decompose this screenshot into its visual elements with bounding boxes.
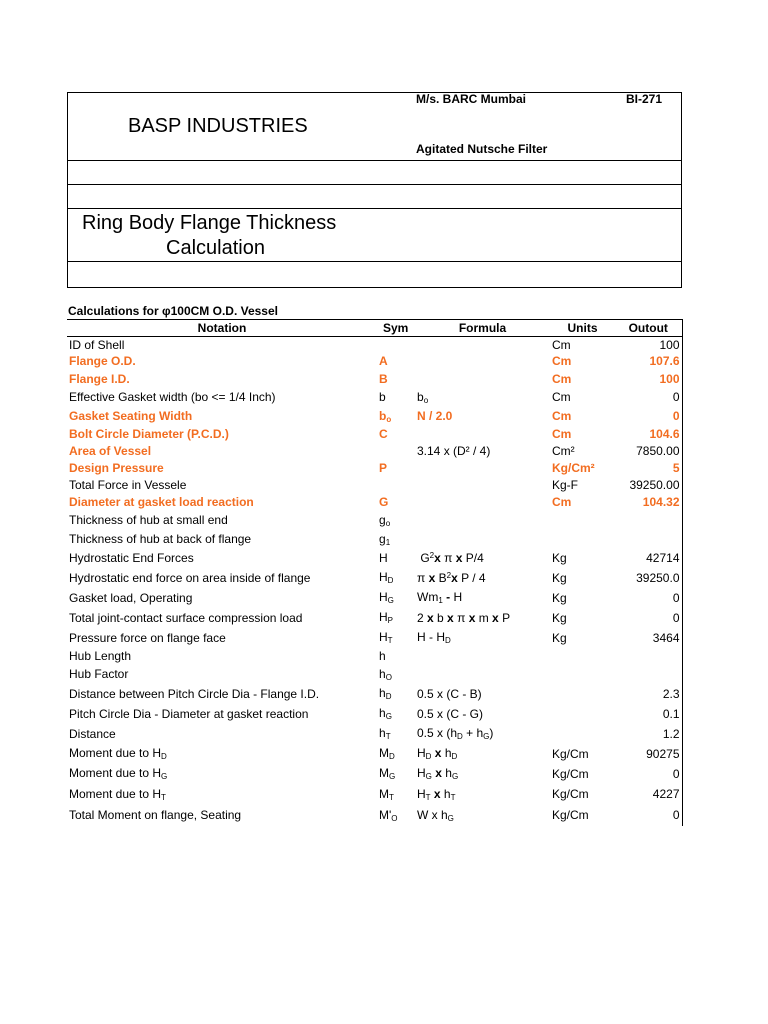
table-row <box>67 665 682 684</box>
table-row <box>67 530 682 549</box>
table-row <box>67 805 682 826</box>
table-row <box>67 460 682 477</box>
table-header-row <box>67 320 682 337</box>
sym-cell: $H_P$ <box>379 610 394 625</box>
table-row <box>67 684 682 704</box>
units-cell: Kg <box>552 610 567 625</box>
sym-cell: $g_1$ <box>379 531 391 547</box>
output-cell: 4227 <box>615 784 682 805</box>
units-cell: Kg-F <box>552 477 579 492</box>
header-divider <box>67 261 682 262</box>
sym-cell: $h_O$ <box>379 666 392 682</box>
units-cell: Kg/Cm <box>552 787 589 801</box>
table-row <box>67 608 682 628</box>
sym-cell: P <box>379 461 388 475</box>
notation-cell: Thickness of hub at back of flange <box>69 532 252 546</box>
sym-cell: C <box>379 427 388 441</box>
document-number: BI-271 <box>626 92 663 106</box>
table-row <box>67 353 682 370</box>
units-cell: Kg/Cm² <box>552 461 595 475</box>
units-cell <box>550 665 615 684</box>
col-header-notation: Notation <box>67 320 377 337</box>
header-divider <box>67 208 682 209</box>
notation-cell: Flange O.D. <box>69 354 136 368</box>
sym-cell: h <box>379 649 386 663</box>
notation-cell: Gasket Seating Width <box>69 409 193 423</box>
table-row <box>67 744 682 764</box>
output-cell: 42714 <box>615 549 682 568</box>
sym-cell <box>377 443 415 460</box>
formula-cell: π x $B^2x$ P / 4 <box>417 570 486 585</box>
output-cell: 2.3 <box>615 684 682 704</box>
output-cell: 39250.0 <box>615 568 682 588</box>
formula-cell: $Wm_1$ - H <box>417 590 463 605</box>
table-row <box>67 784 682 805</box>
sym-cell <box>377 337 415 353</box>
formula-cell: 2 x b x π x m x P <box>417 610 511 625</box>
output-cell: 0 <box>615 407 682 426</box>
table-row <box>67 388 682 407</box>
table-row <box>67 511 682 530</box>
table-row <box>67 568 682 588</box>
formula-cell: N / 2.0 <box>417 409 453 423</box>
formula-cell: 0.5 x $(h_D + h_G)$ <box>417 726 494 741</box>
output-cell: 1.2 <box>615 724 682 744</box>
notation-cell: Pitch Circle Dia - Diameter at gasket reaction <box>69 706 309 721</box>
table-row <box>67 764 682 784</box>
notation-cell: Design Pressure <box>69 461 164 475</box>
units-cell: Cm <box>552 409 572 423</box>
table-row <box>67 477 682 493</box>
notation-cell: Moment due to $H_G$ <box>69 766 168 781</box>
units-cell: Cm² <box>552 444 575 458</box>
output-cell: 39250.00 <box>615 477 682 493</box>
units-cell <box>550 530 615 549</box>
formula-cell: $H_G$ x $h_G$ <box>417 766 459 781</box>
notation-cell: Diameter at gasket load reaction <box>69 494 254 509</box>
units-cell: Cm <box>552 390 571 404</box>
output-cell <box>615 665 682 684</box>
sym-cell: $g_o$ <box>379 512 391 528</box>
col-header-sym: Sym <box>377 320 415 337</box>
output-cell <box>615 511 682 530</box>
output-cell: 107.6 <box>615 353 682 370</box>
sym-cell: $M_D$ <box>379 746 395 761</box>
units-cell: Kg <box>552 551 567 565</box>
sym-cell: $h_T$ <box>379 726 391 741</box>
notation-cell: Hub Factor <box>69 667 129 681</box>
equipment-name: Agitated Nutsche Filter <box>416 142 548 156</box>
formula-cell: $b_o$ <box>417 389 429 405</box>
output-cell: 90275 <box>615 744 682 764</box>
notation-cell: Hydrostatic end force on area inside of flange <box>69 570 311 585</box>
notation-cell: Total joint-contact surface compression load <box>69 610 303 625</box>
formula-cell: 0.5 x (C - G) <box>417 706 484 721</box>
notation-cell: Hydrostatic End Forces <box>69 551 194 565</box>
formula-cell <box>415 665 550 684</box>
notation-cell: Total Force in Vessele <box>69 477 187 492</box>
notation-cell: Gasket load, Operating <box>69 590 193 605</box>
header-divider <box>67 184 682 185</box>
output-cell: 7850.00 <box>615 443 682 460</box>
formula-cell <box>415 426 550 443</box>
notation-cell: Moment due to $H_T$ <box>69 786 166 802</box>
units-cell: Kg <box>552 590 567 605</box>
notation-cell: Distance between Pitch Circle Dia - Flange I.D. <box>69 686 320 701</box>
table-row <box>67 337 682 353</box>
formula-cell <box>415 477 550 493</box>
notation-cell: ID of Shell <box>69 337 125 352</box>
units-cell: Kg/Cm <box>552 808 589 822</box>
notation-cell: Flange I.D. <box>69 371 130 386</box>
formula-cell: 3.14 x (D² / 4) <box>417 444 491 458</box>
formula-cell <box>415 648 550 665</box>
document-title-line2: Calculation <box>166 237 265 259</box>
calculation-heading: Calculations for φ100CM O.D. Vessel <box>68 304 278 318</box>
table-row <box>67 370 682 388</box>
sym-cell: $b_o$ <box>379 408 392 424</box>
formula-cell: $H_T$ x $h_T$ <box>417 786 456 802</box>
formula-cell <box>415 460 550 477</box>
sym-cell: B <box>379 371 388 386</box>
output-cell: 100 <box>615 370 682 388</box>
units-cell: Cm <box>552 337 571 352</box>
units-cell: Cm <box>552 494 572 509</box>
sym-cell: $H_T$ <box>379 630 393 645</box>
units-cell <box>550 724 615 744</box>
output-cell: 0 <box>615 588 682 608</box>
sym-cell: G <box>379 494 389 509</box>
col-header-units: Units <box>550 320 615 337</box>
formula-cell: W x $h_G$ <box>417 807 454 823</box>
output-cell: 0 <box>615 608 682 628</box>
formula-cell: H - $H_D$ <box>417 630 451 645</box>
notation-cell: Thickness of hub at small end <box>69 513 228 527</box>
table-row <box>67 407 682 426</box>
sym-cell: b <box>379 390 386 404</box>
output-cell: 104.6 <box>615 426 682 443</box>
table-row <box>67 443 682 460</box>
units-cell: Cm <box>552 354 572 368</box>
units-cell <box>550 511 615 530</box>
notation-cell: Effective Gasket width (bo <= 1/4 Inch) <box>69 390 276 404</box>
client-name: M/s. BARC Mumbai <box>416 92 527 106</box>
sym-cell: $M_T$ <box>379 786 394 802</box>
sym-cell: $M'_O$ <box>379 807 398 823</box>
calculation-table <box>67 319 683 826</box>
output-cell <box>615 530 682 549</box>
sym-cell: $H_G$ <box>379 590 394 605</box>
output-cell: 0 <box>615 764 682 784</box>
notation-cell: Total Moment on flange, Seating <box>69 808 242 822</box>
table-row <box>67 588 682 608</box>
table-row <box>67 704 682 724</box>
sym-cell: A <box>379 354 388 368</box>
sym-cell: $H_D$ <box>379 570 394 585</box>
output-cell: 0 <box>615 805 682 826</box>
col-header-output: Outout <box>615 320 682 337</box>
sym-cell: $h_G$ <box>379 706 392 721</box>
table-row <box>67 493 682 511</box>
notation-cell: Moment due to $H_D$ <box>69 746 167 761</box>
formula-cell <box>415 493 550 511</box>
output-cell: 0.1 <box>615 704 682 724</box>
notation-cell: Distance <box>69 726 116 741</box>
formula-cell: 0.5 x (C - B) <box>417 686 482 701</box>
output-cell: 104.32 <box>615 493 682 511</box>
formula-cell <box>415 530 550 549</box>
units-cell: Cm <box>552 427 572 441</box>
formula-cell: $H_D$ x $h_D$ <box>417 746 458 761</box>
table-row <box>67 628 682 648</box>
formula-cell <box>415 370 550 388</box>
table-row <box>67 549 682 568</box>
units-cell: Kg <box>552 630 567 645</box>
output-cell: 0 <box>615 388 682 407</box>
document-title-line1: Ring Body Flange Thickness <box>82 212 337 234</box>
units-cell <box>550 684 615 704</box>
units-cell: Kg/Cm <box>552 766 589 781</box>
formula-cell <box>415 511 550 530</box>
notation-cell: Pressure force on flange face <box>69 630 226 645</box>
sym-cell: $h_D$ <box>379 686 392 701</box>
output-cell: 3464 <box>615 628 682 648</box>
table-row <box>67 724 682 744</box>
units-cell: Kg <box>552 570 567 585</box>
header-divider <box>67 160 682 161</box>
formula-cell <box>415 337 550 353</box>
sym-cell: $M_G$ <box>379 766 396 781</box>
table-row <box>67 426 682 443</box>
company-name: BASP INDUSTRIES <box>128 115 308 137</box>
output-cell <box>615 648 682 665</box>
sym-cell: H <box>379 551 388 565</box>
output-cell: 100 <box>615 337 682 353</box>
units-cell <box>550 704 615 724</box>
notation-cell: Area of Vessel <box>69 444 152 458</box>
formula-cell: $G^2x$ π x P/4 <box>417 551 484 565</box>
output-cell: 5 <box>615 460 682 477</box>
notation-cell: Hub Length <box>69 649 132 663</box>
col-header-formula: Formula <box>415 320 550 337</box>
notation-cell: Bolt Circle Diameter (P.C.D.) <box>69 427 229 441</box>
sym-cell <box>377 477 415 493</box>
units-cell: Kg/Cm <box>552 746 589 761</box>
formula-cell <box>415 353 550 370</box>
units-cell <box>550 648 615 665</box>
table-row <box>67 648 682 665</box>
units-cell: Cm <box>552 371 572 386</box>
